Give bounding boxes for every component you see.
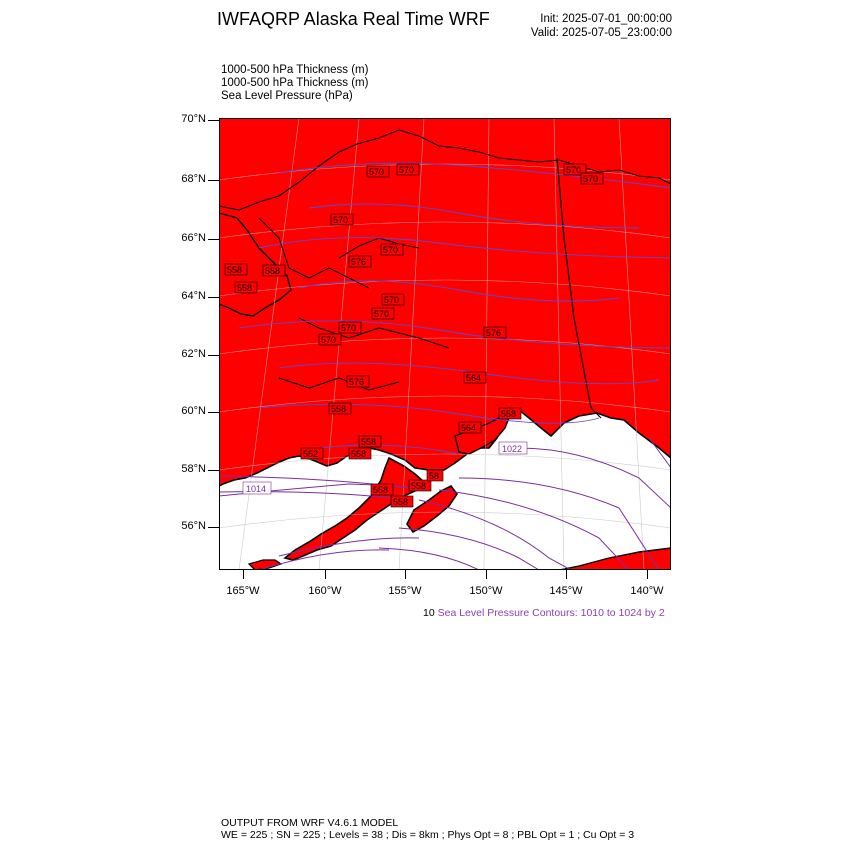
thickness-label <box>371 484 393 495</box>
lat-tick <box>208 297 219 298</box>
lon-label-165: 165°W <box>226 585 260 597</box>
svg-text:558: 558 <box>393 497 409 507</box>
svg-text:570: 570 <box>341 323 357 333</box>
thickness-label <box>301 448 323 459</box>
thickness-label <box>225 264 247 275</box>
thickness-label <box>427 470 443 481</box>
svg-text:570: 570 <box>369 167 385 177</box>
slp-label <box>243 482 271 494</box>
svg-text:558: 558 <box>501 409 517 419</box>
svg-text:558: 558 <box>237 283 253 293</box>
lon-tick <box>325 570 326 579</box>
lon-label-150: 150°W <box>469 585 503 597</box>
svg-text:558: 558 <box>351 449 367 459</box>
lat-label-60: 60°N <box>181 405 206 417</box>
thickness-label <box>484 327 506 338</box>
thickness-label <box>382 294 404 305</box>
lon-label-160: 160°W <box>308 585 342 597</box>
field-2: 1000-500 hPa Thickness (m) <box>221 77 369 89</box>
thickness-label <box>581 173 603 184</box>
svg-text:58: 58 <box>429 471 440 481</box>
lat-label-70: 70°N <box>181 113 206 125</box>
lon-tick <box>486 570 487 579</box>
lon-tick <box>405 570 406 579</box>
lat-label-58: 58°N <box>181 463 206 475</box>
lon-tick <box>566 570 567 579</box>
thickness-label <box>349 448 371 459</box>
lon-label-145: 145°W <box>549 585 583 597</box>
lat-tick <box>208 412 219 413</box>
svg-text:570: 570 <box>583 174 599 184</box>
time-info <box>531 12 672 40</box>
contour-note-number: 10 <box>423 607 435 619</box>
lon-label-155: 155°W <box>388 585 422 597</box>
contour-note <box>423 607 665 619</box>
svg-text:570: 570 <box>321 335 337 345</box>
thickness-label <box>339 322 361 333</box>
svg-text:576: 576 <box>351 257 367 267</box>
thickness-label <box>235 282 257 293</box>
lat-tick <box>208 239 219 240</box>
lon-label-140: 140°W <box>630 585 664 597</box>
field-3: Sea Level Pressure (hPa) <box>221 90 353 102</box>
thickness-label <box>331 214 353 225</box>
slp-label <box>499 442 527 454</box>
init-time: Init: 2025-07-01_00:00:00 <box>540 13 672 25</box>
lat-label-66: 66°N <box>181 232 206 244</box>
thickness-label <box>381 244 403 255</box>
thickness-label <box>359 436 381 447</box>
svg-text:570: 570 <box>384 295 400 305</box>
thickness-label <box>397 164 419 175</box>
lat-label-64: 64°N <box>181 290 206 302</box>
lat-tick <box>208 120 219 121</box>
lat-label-56: 56°N <box>181 520 206 532</box>
valid-time: Valid: 2025-07-05_23:00:00 <box>530 27 672 39</box>
map-plot <box>219 118 671 570</box>
footer-line-1: OUTPUT FROM WRF V4.6.1 MODEL <box>221 817 399 829</box>
field-list <box>221 64 368 103</box>
svg-text:558: 558 <box>373 485 389 495</box>
svg-text:570: 570 <box>374 309 390 319</box>
map-svg <box>219 118 671 570</box>
thickness-label <box>367 166 389 177</box>
svg-text:564: 564 <box>466 373 482 383</box>
svg-text:558: 558 <box>331 404 347 414</box>
thickness-label <box>347 376 369 387</box>
thickness-label <box>372 308 394 319</box>
svg-text:1014: 1014 <box>246 484 267 494</box>
svg-text:564: 564 <box>461 423 477 433</box>
thickness-label <box>349 256 371 267</box>
svg-text:558: 558 <box>411 481 427 491</box>
svg-text:552: 552 <box>303 449 319 459</box>
svg-text:570: 570 <box>383 245 399 255</box>
thickness-label <box>391 496 413 507</box>
lat-tick <box>208 527 219 528</box>
model-footer <box>221 817 634 841</box>
lat-tick <box>208 355 219 356</box>
footer-line-2: WE = 225 ; SN = 225 ; Levels = 38 ; Dis = 8km ; Phys Opt = 8 ; PBL Opt = 1 ; Cu Opt = 3 <box>221 829 635 841</box>
svg-text:1022: 1022 <box>502 444 523 454</box>
thickness-label <box>499 408 521 419</box>
svg-text:570: 570 <box>566 165 582 175</box>
contour-note-text: Sea Level Pressure Contours: 1010 to 1024 by 2 <box>437 607 665 619</box>
svg-text:570: 570 <box>333 215 349 225</box>
lat-tick <box>208 470 219 471</box>
thickness-label <box>329 403 351 414</box>
thickness-label <box>464 372 486 383</box>
svg-text:576: 576 <box>486 328 502 338</box>
svg-text:558: 558 <box>361 437 377 447</box>
lat-label-62: 62°N <box>181 348 206 360</box>
lat-tick <box>208 180 219 181</box>
lon-tick <box>647 570 648 579</box>
thickness-label <box>263 265 285 276</box>
lon-tick <box>243 570 244 579</box>
svg-text:558: 558 <box>265 266 281 276</box>
map-title: IWFAQRP Alaska Real Time WRF <box>217 9 490 29</box>
svg-text:570: 570 <box>399 165 415 175</box>
lat-label-68: 68°N <box>181 173 206 185</box>
field-1: 1000-500 hPa Thickness (m) <box>221 64 369 76</box>
thickness-label <box>409 480 431 491</box>
svg-text:558: 558 <box>227 265 243 275</box>
svg-text:576: 576 <box>349 377 365 387</box>
thickness-label <box>319 334 341 345</box>
